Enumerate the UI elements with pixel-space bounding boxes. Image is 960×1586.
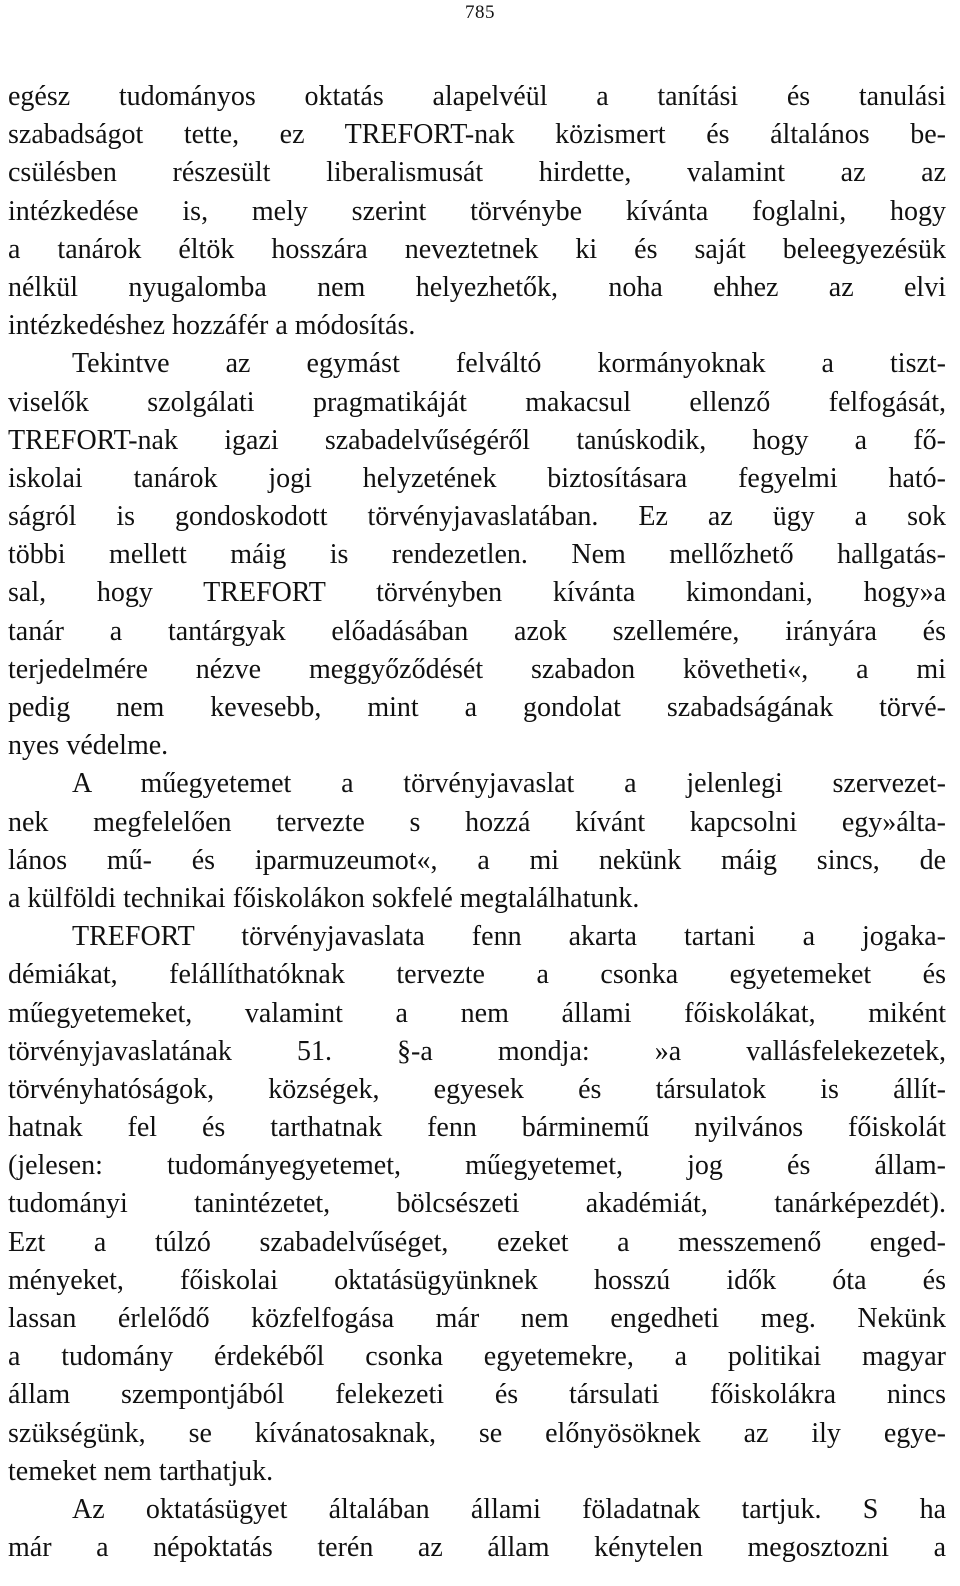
text-line: nélkül nyugalomba nem helyezhetők, noha ehhez az elvi: [8, 271, 946, 303]
text-line: (jelesen: tudományegyetemet, műegyetemet, jog és állam-: [8, 1150, 946, 1182]
text-line: csülésben részesült liberalismusát hirdette, valamint az az: [8, 157, 946, 189]
text-line: tudományi tanintézetet, bölcsészeti akadémiát, tanárképezdét).: [8, 1188, 946, 1220]
text-line: Az oktatásügyet általában állami föladatnak tartjuk. S ha: [72, 1493, 946, 1525]
text-line: temeket nem tarthatjuk.: [8, 1455, 274, 1487]
text-line: nyes védelme.: [8, 730, 169, 762]
text-line: szabadságot tette, ez TREFORT-nak közismert és általános be-: [8, 119, 946, 151]
text-line: lassan érlelődő közfelfogása már nem engedheti meg. Nekünk: [8, 1303, 946, 1334]
text-line: már a népoktatás terén az állam kénytelen megosztozni a: [8, 1532, 946, 1564]
text-line: Ezt a túlzó szabadelvűséget, ezeket a messzemenő enged-: [8, 1226, 946, 1258]
text-line: intézkedése is, mely szerint törvénybe kívánta foglalni, hogy: [8, 195, 946, 227]
text-line: törvényhatóságok, községek, egyesek és társulatok is állít-: [8, 1073, 946, 1105]
text-line: a tudomány érdekéből csonka egyetemekre, a politikai magyar: [8, 1341, 946, 1373]
text-line: intézkedéshez hozzáfér a módosítás.: [8, 310, 416, 342]
text-line: a tanárok éltök hosszára neveztetnek ki és saját beleegyezésük: [8, 233, 946, 265]
text-line: Tekintve az egymást felváltó kormányoknak a tiszt-: [72, 348, 946, 380]
text-line: ságról is gondoskodott törvényjavaslatában. Ez az ügy a sok: [8, 501, 946, 533]
text-line: műegyetemeket, valamint a nem állami főiskolákat, miként: [8, 997, 946, 1029]
text-line: iskolai tanárok jogi helyzetének biztosításara fegyelmi ható-: [8, 462, 946, 494]
text-line: viselők szolgálati pragmatikáját makacsul ellenző felfogását,: [8, 386, 946, 418]
body-text: [8, 78, 946, 1567]
text-line: a külföldi technikai főiskolákon sokfelé megtalálhatunk.: [8, 882, 640, 914]
text-line: lános mű- és iparmuzeumot«, a mi nekünk máig sincs, de: [8, 844, 946, 876]
text-line: nek megfelelően tervezte s hozzá kívánt kapcsolni egy»álta-: [8, 806, 946, 838]
text-line: TREFORT-nak igazi szabadelvűségéről tanúskodik, hogy a fő-: [8, 424, 946, 456]
text-line: terjedelmére nézve meggyőződését szabadon követheti«, a mi: [8, 653, 946, 685]
page-number: 785: [465, 2, 495, 23]
text-line: törvényjavaslatának 51. §-a mondja: »a vallásfelekezetek,: [8, 1035, 946, 1067]
text-line: A műegyetemet a törvényjavaslat a jelenlegi szervezet-: [72, 768, 946, 800]
text-line: egész tudományos oktatás alapelvéül a tanítási és tanulási: [8, 81, 946, 112]
text-line: hatnak fel és tarthatnak fenn bárminemű nyilvános főiskolát: [8, 1112, 946, 1144]
text-line: állam szempontjából felekezeti és társulati főiskolákra nincs: [8, 1379, 946, 1411]
text-line: többi mellett máig is rendezetlen. Nem mellőzhető hallgatás-: [8, 539, 946, 571]
text-line: tanár a tantárgyak előadásában azok szellemére, irányára és: [8, 615, 946, 647]
text-line: démiákat, felállíthatóknak tervezte a csonka egyetemeket és: [8, 959, 946, 991]
text-line: sal, hogy TREFORT törvényben kívánta kimondani, hogy»a: [8, 577, 946, 609]
text-line: ményeket, főiskolai oktatásügyünknek hosszú idők óta és: [8, 1264, 946, 1296]
text-line: TREFORT törvényjavaslata fenn akarta tartani a jogaka-: [72, 921, 946, 953]
text-line: szükségünk, se kívánatosaknak, se előnyösöknek az ily egye-: [8, 1417, 946, 1449]
text-line: pedig nem kevesebb, mint a gondolat szabadságának törvé-: [8, 692, 946, 723]
